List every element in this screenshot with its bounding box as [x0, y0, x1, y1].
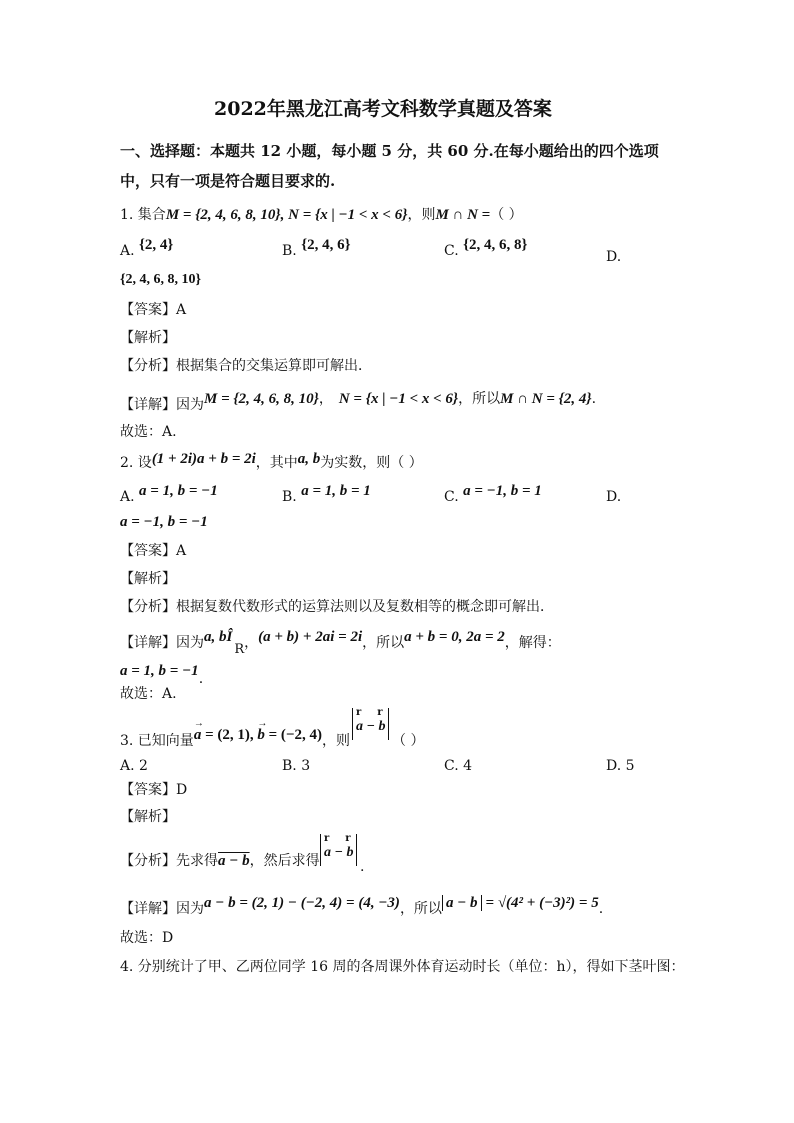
q3-fenxi-end: .: [360, 859, 365, 875]
q3-option-a: A. 2: [120, 758, 148, 774]
q2-fenxi: 【分析】根据复数代数形式的运算法则以及复数相等的概念即可解出．: [120, 599, 554, 615]
q3-answer: 【答案】D: [120, 782, 188, 798]
q2-answer: 【答案】A: [120, 543, 187, 559]
q1-fenxi: 【分析】根据集合的交集运算即可解出．: [120, 358, 372, 374]
page-title: 2022年黑龙江高考文科数学真题及答案: [214, 98, 552, 120]
q3-abs-expression: r r a − b: [352, 708, 389, 740]
q3-fenxi: 【分析】先求得a − b，然后求得: [120, 853, 320, 869]
q2-option-d-value: a = −1, b = −1: [120, 514, 208, 530]
q1-answer: 【答案】A: [120, 302, 187, 318]
q1-suffix: ，则: [407, 207, 436, 223]
q1-option-c: C. {2, 4, 6, 8}: [444, 237, 528, 259]
q2-choose: 故选：A.: [120, 686, 177, 702]
q1-paren: （ ）: [490, 207, 523, 223]
q3-fenxi-abs: r r a − b: [320, 834, 357, 866]
section-heading-line1: 一、选择题：本题共 12 小题，每小题 5 分，共 60 分.在每小题给出的四个选项: [120, 142, 659, 160]
q1-detail: 【详解】因为M = {2, 4, 6, 8, 10}， N = {x | −1 < x < 6}，所以M ∩ N = {2, 4}.: [120, 391, 597, 413]
q1-option-b: B. {2, 4, 6}: [282, 237, 351, 259]
q3-option-d: D. 5: [606, 758, 635, 774]
q3-stem: 3. 已知向量→ a = (2, 1), → b = (−2, 4)，则: [120, 728, 350, 743]
q2-option-a: A. a = 1, b = −1: [120, 483, 218, 505]
q2-stem: 2. 设(1 + 2i)a + b = 2i，其中a, b为实数，则（ ）: [120, 451, 423, 471]
q3-jiexi: 【解析】: [120, 809, 176, 825]
q1-option-a: A. {2, 4}: [120, 237, 174, 259]
section-heading-line2: 中，只有一项是符合题目要求的.: [120, 172, 336, 190]
q1-option-d-value: {2, 4, 6, 8, 10}: [120, 272, 202, 287]
q3-detail: 【详解】因为a − b = (2, 1) − (−2, 4) = (4, −3)，所以 a − b = √(4² + (−3)²) = 5.: [120, 895, 604, 917]
q3-option-c: C. 4: [444, 758, 473, 774]
q2-jiexi: 【解析】: [120, 571, 176, 587]
q3-option-b: B. 3: [282, 758, 311, 774]
q1-jiexi: 【解析】: [120, 330, 176, 346]
q3-paren: （ ）: [392, 733, 425, 749]
q2-detail-line2: a = 1, b = −1.: [120, 663, 204, 687]
q1-stem: [120, 208, 523, 223]
q1-intersection: M ∩ N =: [435, 207, 491, 223]
q1-prefix: 1. 集合: [120, 207, 166, 223]
q4-stem: 4. 分别统计了甲、乙两位同学 16 周的各周课外体育运动时长（单位：h），得如下茎叶图：: [120, 959, 685, 975]
q2-option-c: C. a = −1, b = 1: [444, 483, 542, 505]
q2-option-d: D.: [606, 489, 622, 505]
q3-choose: 故选：D: [120, 930, 174, 946]
q1-choose: 故选：A.: [120, 424, 177, 440]
q1-option-d: D.: [606, 249, 622, 265]
q2-detail: 【详解】因为a, bÎR，(a + b) + 2ai = 2i，所以a + b = 0, 2a = 2，解得：: [120, 629, 561, 657]
q1-sets: M = {2, 4, 6, 8, 10}, N = {x | −1 < x < 6}: [165, 207, 408, 223]
q2-option-b: B. a = 1, b = 1: [282, 483, 371, 505]
